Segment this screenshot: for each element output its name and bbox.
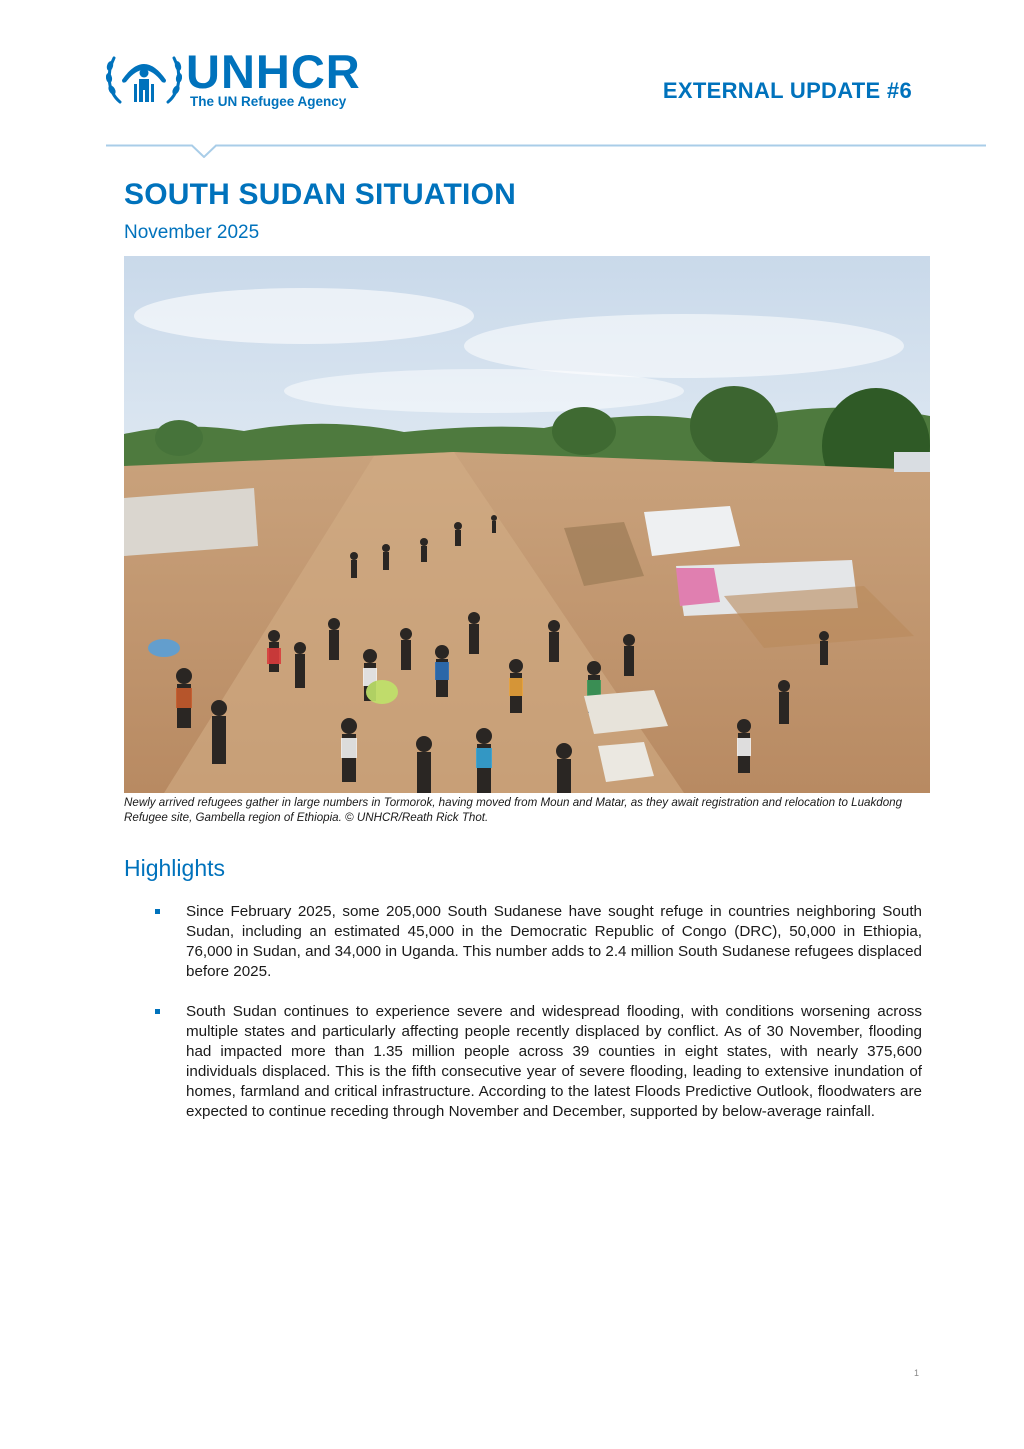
highlight-text: Since February 2025, some 205,000 South Sudanese have sought refuge in countries neighboring South Sudan, including an estimated 45,000 in the Democratic Republic of Congo (DRC), 50,000 in Ethiopia, 76,000 in Sudan, and 34,000 in Uganda. This number adds to 2.4 million South Sudanese refugees displaced before 2025.: [186, 903, 922, 980]
report-date: November 2025: [124, 222, 260, 243]
highlight-item: [124, 902, 922, 982]
highlights-list: [124, 902, 922, 1142]
highlight-text: South Sudan continues to experience severe and widespread flooding, with conditions worsening across multiple states and particularly affecting people recently displaced by conflict. As of 30 November, flooding had impacted more than 1.35 million people across 39 counties in eight states, with nearly 375,600 individuals displaced. This is the fifth consecutive year of severe flooding, leading to extensive inundation of homes, farmland and critical infrastructure. According to the latest Floods Predictive Outlook, floodwaters are expected to continue receding through November and December, supported by below-average rainfall.: [186, 1003, 922, 1120]
cover-photo: [124, 256, 930, 793]
logo-wordmark: UNHCR: [186, 45, 361, 98]
highlight-item: [124, 1002, 922, 1122]
logo-tagline: The UN Refugee Agency: [190, 94, 347, 109]
header-divider: [106, 138, 986, 158]
unhcr-emblem-icon: [106, 46, 182, 110]
bullet-icon: [155, 1009, 160, 1014]
page-number: 1: [914, 1368, 920, 1378]
photo-caption: Newly arrived refugees gather in large numbers in Tormorok, having moved from Moun and Matar, as they await registration and relocation to Luakdong Refugee site, Gambella region of Ethiopia. © UNHCR/Reath Rick Thot.: [124, 796, 903, 824]
update-label: EXTERNAL UPDATE #6: [662, 78, 912, 103]
highlights-heading: Highlights: [124, 855, 225, 881]
unhcr-logo: [106, 46, 376, 114]
bullet-icon: [155, 909, 160, 914]
page-title: SOUTH SUDAN SITUATION: [124, 178, 516, 211]
